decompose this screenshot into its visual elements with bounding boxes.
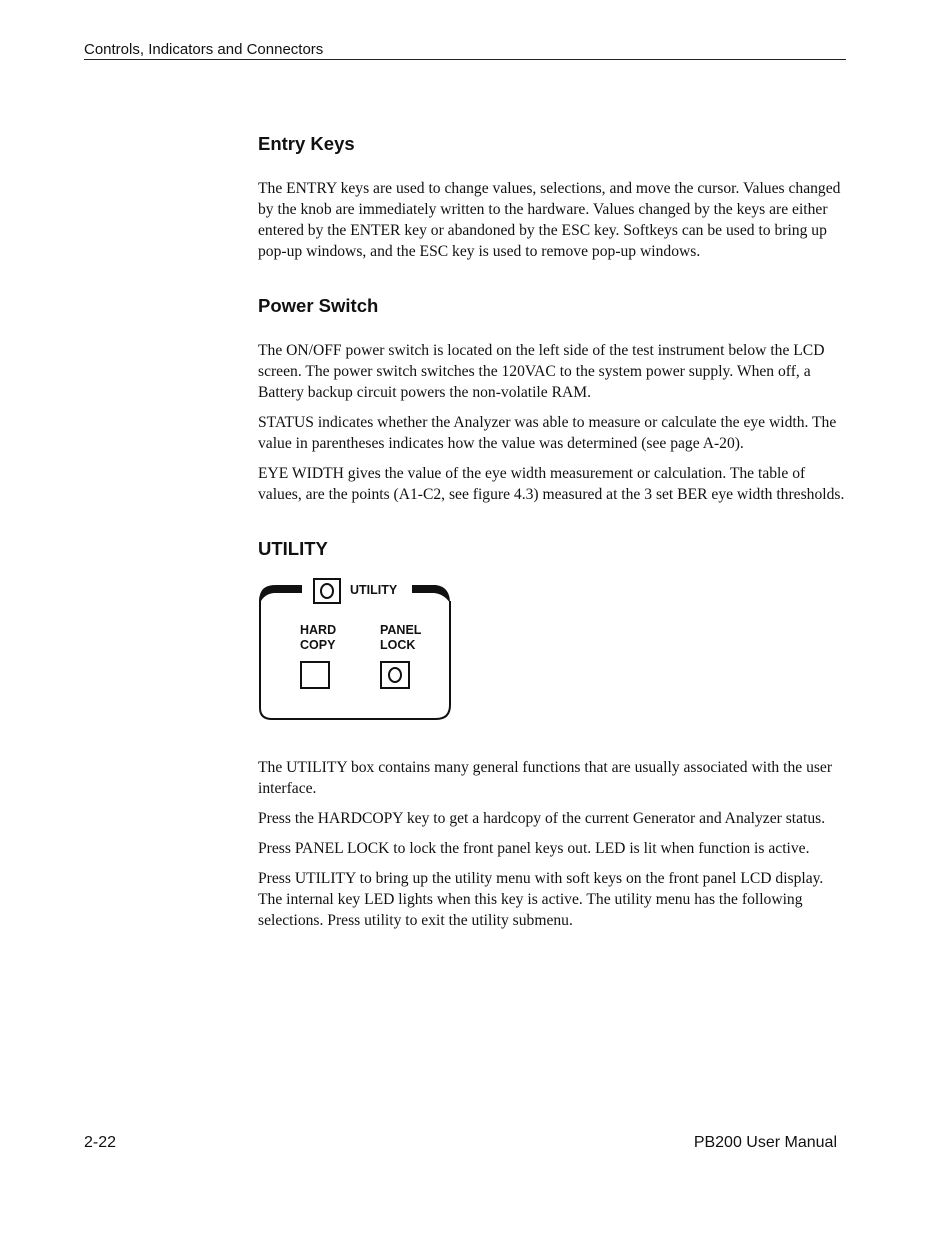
page-content	[258, 132, 848, 931]
manual-title: PB200 User Manual	[693, 1134, 837, 1151]
hard-copy-label-line1: HARD	[300, 623, 337, 637]
panel-lock-label-line2: LOCK	[380, 638, 416, 652]
hard-copy-key-icon[interactable]	[300, 661, 330, 689]
eye-width-paragraph: EYE WIDTH gives the value of the eye width measurement or calculation. The table of values, are the points (A1-C2, see figure 4.3) measured at the 3 set BER eye width thresholds.	[258, 465, 845, 503]
utility-panel-figure	[258, 573, 458, 723]
utility-paragraph-1: The UTILITY box contains many general functions that are usually associated with the user interface.	[258, 759, 833, 797]
utility-key-label: UTILITY	[350, 583, 398, 597]
section-heading-utility: UTILITY	[258, 538, 328, 559]
utility-paragraph-4: Press UTILITY to bring up the utility menu with soft keys on the front panel LCD display. The internal key LED lights when this key is active. The utility menu has the following selections. Press utility to exit the utility submenu.	[258, 870, 824, 929]
panel-lock-key-icon[interactable]	[380, 661, 410, 689]
hard-copy-label-line2: COPY	[300, 638, 336, 652]
power-switch-paragraph-1: The ON/OFF power switch is located on the left side of the test instrument below the LCD screen. The power switch switches the 120VAC to the system power supply. When off, a Battery backup circuit powers the non-volatile RAM.	[258, 342, 825, 401]
section-heading-entry-keys: Entry Keys	[258, 133, 355, 154]
entry-keys-paragraph: The ENTRY keys are used to change values, selections, and move the cursor. Values changed by the knob are immediately written to the hardware. Values changed by the keys are either entered by the ENTER key or abandoned by the ESC key. Softkeys can be used to bring up pop-up windows, and the ESC key is used to remove pop-up windows.	[258, 180, 841, 260]
utility-paragraph-2: Press the HARDCOPY key to get a hardcopy of the current Generator and Analyzer status.	[258, 810, 826, 827]
panel-lock-label-line1: PANEL	[380, 623, 422, 637]
page-number: 2-22	[84, 1134, 117, 1151]
status-paragraph: STATUS indicates whether the Analyzer was able to measure or calculate the eye width. The value in parentheses indicates how the value was determined (see page A-20).	[258, 414, 837, 452]
section-heading-power-switch: Power Switch	[258, 295, 379, 316]
running-header: Controls, Indicators and Connectors	[84, 40, 846, 60]
utility-paragraph-3: Press PANEL LOCK to lock the front panel keys out. LED is lit when function is active.	[258, 840, 810, 857]
utility-key-icon[interactable]	[313, 578, 341, 604]
